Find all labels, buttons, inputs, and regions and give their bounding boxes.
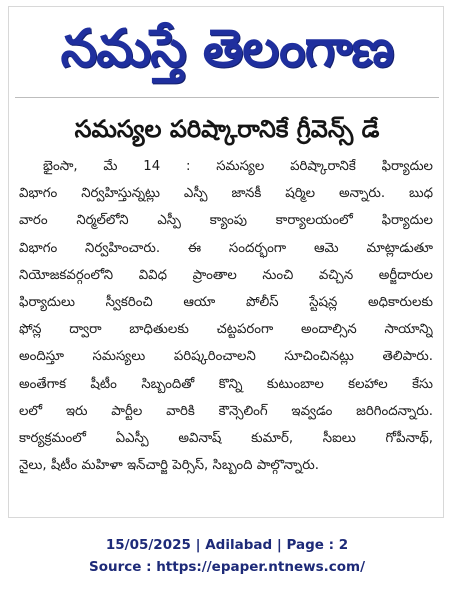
publication-dateline: 15/05/2025 | Adilabad | Page : 2 (105, 537, 349, 553)
article-line: అందిస్తూ సమస్యలు పరిష్కరించాలని సూచించినట్లు తెలిపారు. (19, 349, 433, 365)
article-body (19, 153, 433, 479)
article-line: విభాగం నిర్వహిస్తున్నట్లు ఎస్పీ జానకీ షర్మిల అన్నారు. బుధ (19, 186, 433, 202)
article-line: భైంసా, మే 14 : సమస్యల పరిష్కారానికే ఫిర్యాదుల (43, 159, 433, 174)
clipping-footer (0, 534, 454, 578)
article-line: కార్యక్రమంలో ఏఎస్పీ అవినాష్ కుమార్, సీఐలు గోపీనాథ్, (19, 430, 433, 446)
article-line: లలో ఇరు పార్టీల వారికి కౌన్సెలింగ్ ఇవ్వడం జరిగిందన్నారు. (19, 403, 433, 419)
newspaper-clipping (8, 6, 444, 518)
article-line: వారం నిర్మల్‌లోని ఎస్పీ క్యాంపు కార్యాలయంలో ఫిర్యాదుల (19, 213, 433, 229)
article-line: ఫోన్ల ద్వారా బాధితులకు చట్టపరంగా అందాల్సిన సాయాన్ని (19, 322, 433, 338)
masthead-divider (15, 97, 439, 98)
newspaper-masthead: నమస్తే తెలంగాణ (60, 18, 394, 79)
article-line: నియోజకవర్గంలోని వివిధ ప్రాంతాల నుంచి వచ్చిన అర్జీదారుల (19, 267, 433, 283)
article-line: అంతేగాక షీటీం సిబ్బందితో కొన్ని కుటుంబాల కలహాల కేసు (19, 376, 433, 392)
source-link[interactable]: Source : https://epaper.ntnews.com/ (88, 559, 366, 575)
article-headline: సమస్యల పరిష్కారానికే గ్రీవెన్స్ డే (74, 115, 380, 143)
article-line: విభాగం నిర్వహించారు. ఈ సందర్భంగా ఆమె మాట్లాడుతూ (19, 240, 433, 256)
article-line: ఫిర్యాదులు స్వీకరించి ఆయా పోలీస్ స్టేషన్ల అధికారులకు (19, 294, 433, 310)
article-line: నైలు, షీటీం మహిళా ఇన్‌చార్జి పెర్సిస్, సిబ్బంది పాల్గొన్నారు. (19, 458, 319, 474)
